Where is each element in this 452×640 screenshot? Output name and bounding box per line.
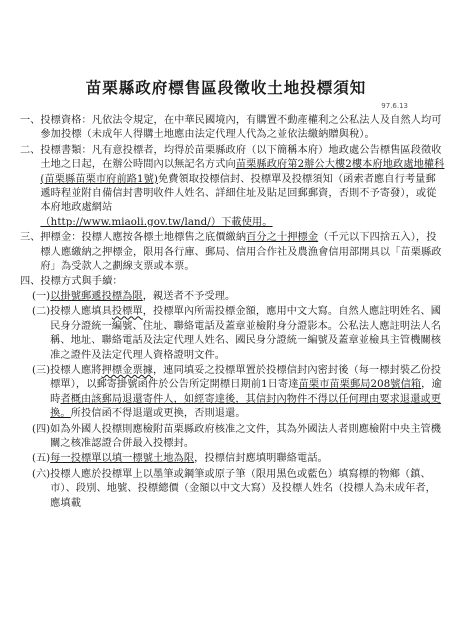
text-run-underlined: 每一投標單以填一標號土地為限 xyxy=(50,453,195,465)
section-number: 三、 xyxy=(20,232,41,244)
subsection-2 xyxy=(32,305,446,363)
subsection-text xyxy=(50,452,446,466)
section-number: 四、 xyxy=(20,276,41,288)
text-run: 投標人應填具 xyxy=(50,306,112,318)
text-run-underlined: 苗栗市苗栗郵局208號信箱 xyxy=(298,379,422,391)
section-bidding-method xyxy=(20,275,446,289)
website-url-link[interactable]: （http://www.miaoli.gov.tw/land/）下載使用。 xyxy=(40,216,273,228)
subsection-number: (三) xyxy=(32,364,51,376)
document-body xyxy=(20,114,446,511)
subsection-text: 投標人應於投標單上以墨筆或鋼筆或原子筆（限用黑色或藍色）填寫標的物鄉（鎮、市）、段別、地號、投標總價（金額以中文大寫）及投標人姓名（投標人為未成年者，應填載 xyxy=(50,468,436,509)
section-bid-documents xyxy=(20,144,446,230)
text-run-underlined: 者概由該郵局退還寄件人，如經寄達後，其信封內物件不得以任何理由要求退還或更換。 xyxy=(50,393,442,420)
section-text xyxy=(40,144,446,230)
text-run: （千元以下四捨五入），投標人應繳納之押標金，限用各行庫、郵局、信用合作社及農漁會信用部開具以「苗栗縣政府」為受款人之劃線支票或本票。 xyxy=(40,232,442,273)
section-number: 二、 xyxy=(20,144,41,156)
text-run-underlined: 投標單 xyxy=(111,306,143,318)
section-eligibility xyxy=(20,114,446,143)
section-deposit xyxy=(20,231,446,274)
text-run: 投標書類：凡有意投標者，均得於苗栗縣政府（以下簡稱本府）地政處公告標售區段徵收土地之日起，在辦公時間內以無記名方式向 xyxy=(40,144,442,171)
text-run: ，投標信封應填明聯絡電話。 xyxy=(194,453,328,465)
document-date-stamp: 97.6.13 xyxy=(381,102,408,110)
text-run: ，逾時 xyxy=(50,379,442,405)
subsection-number: (五) xyxy=(32,453,51,465)
text-run: 投標人應將 xyxy=(50,364,102,376)
subsection-text xyxy=(50,290,446,304)
office-address-underlined: 苗栗縣政府第2辦公大樓2樓本府地政處地權科(苗栗縣苗栗市府前路1號) xyxy=(40,159,445,185)
subsection-number: (二) xyxy=(32,306,51,318)
subsection-3 xyxy=(32,364,446,422)
text-run: ，投標單內所需投標金額，應用中文大寫。自然人應註明姓名、國民身分證統一編號、住址、聯絡電話及蓋章並檢附身分證影本。公私法人應註明法人名稱、地址、聯絡電話及法定代理人姓名、國民身分證統一編號及蓋章並檢具主管機關核准之證件及法定代理人資格證明文件。 xyxy=(50,306,442,361)
section-text: 投標資格：凡依法令規定，在中華民國境內，有購置不動產權利之公私法人及自然人均可參加投標（未成年人得購土地應由法定代理人代為之並依法繳納贈與稅）。 xyxy=(40,115,442,141)
text-run: 押標金：投標人應按各標土地標售之底價繳納 xyxy=(40,232,247,244)
subsection-number: (一) xyxy=(32,290,51,302)
subsection-number: (六) xyxy=(32,468,51,480)
subsection-text xyxy=(50,364,446,422)
text-run: ，連同填妥之投標單置於投標信封內密封後（每一標封裝乙份投標單），以郵寄掛號函件於公告所定開標日期前1日寄達 xyxy=(50,364,442,391)
subsection-number: (四) xyxy=(32,423,51,435)
subsection-6 xyxy=(32,468,446,511)
subsection-4 xyxy=(32,423,446,452)
subsection-1 xyxy=(32,290,446,304)
deposit-rate-underlined: 百分之十押標金 xyxy=(246,232,319,244)
section-text xyxy=(40,231,446,274)
subsection-5 xyxy=(32,452,446,466)
section-text: 投標方式與手續： xyxy=(40,276,123,288)
section-number: 一、 xyxy=(20,115,41,126)
document-title: 苗栗縣政府標售區段徵收土地投標須知 xyxy=(85,78,367,97)
text-run: 所投信函不得退還或更換，否則退還。 xyxy=(70,408,246,420)
text-run-underlined: 以掛號郵遞投標為限 xyxy=(50,290,143,302)
text-run: 免費領取投標信封、投標單及投標須知（函索者應自行考量郵遞時程並附自備信封書明收件人姓名、詳細住址及貼足回郵郵資，否則不予寄發），或從本府地政處網站 xyxy=(40,173,437,214)
subsection-text xyxy=(50,305,446,363)
text-run: ，親送者不予受理。 xyxy=(142,290,236,302)
text-run-underlined: 押標金票據 xyxy=(101,364,154,376)
subsection-text: 如為外國人投標則應檢附苗栗縣政府核准之文件，其為外國法人者則應檢附中央主管機關之核准認證合併最入投標封。 xyxy=(50,423,442,449)
